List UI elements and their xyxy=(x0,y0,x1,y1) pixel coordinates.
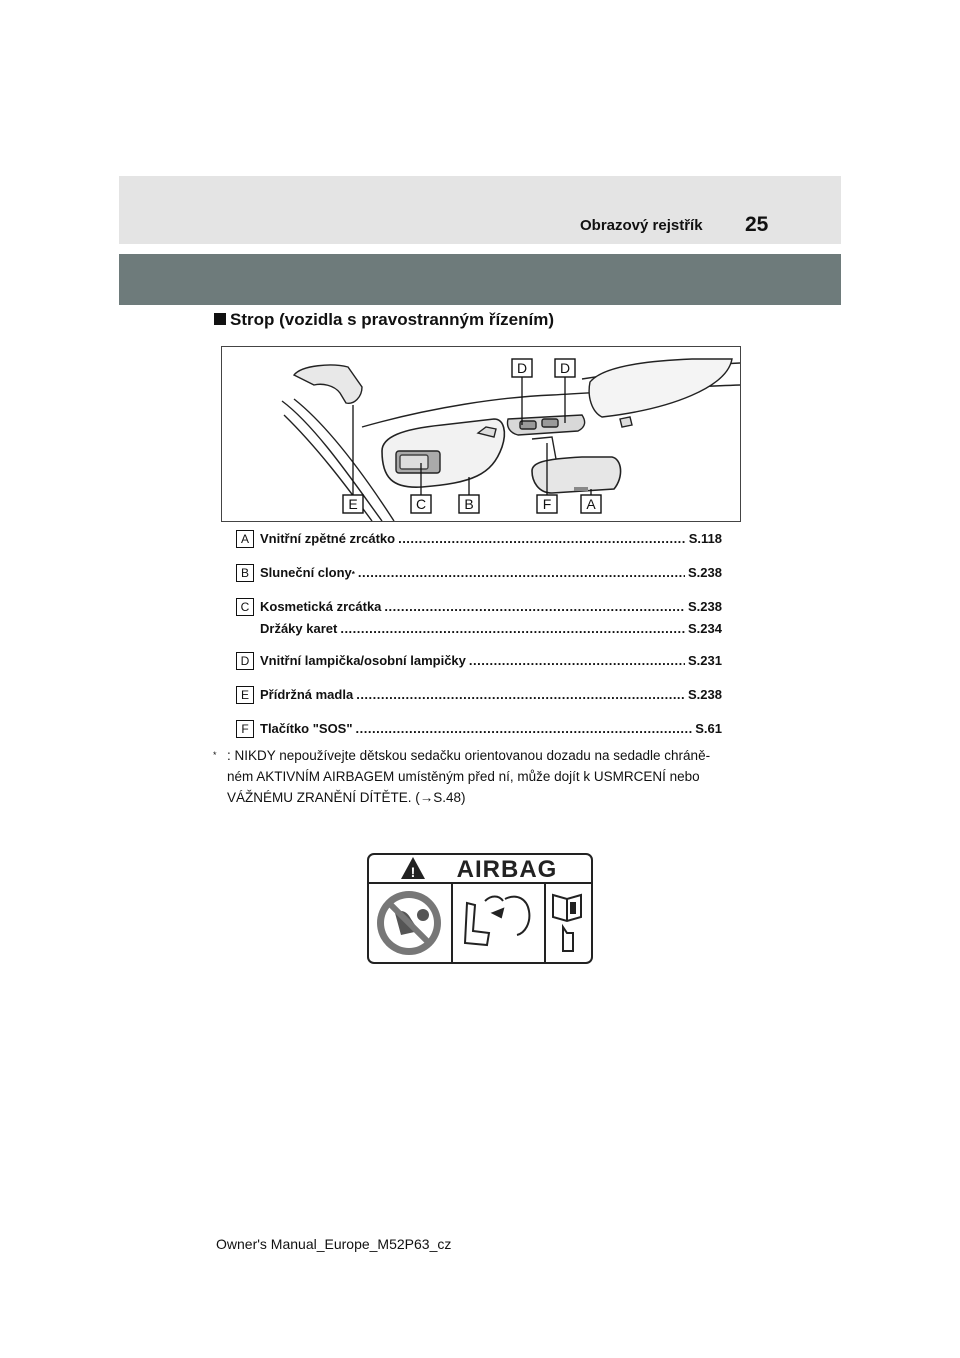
item-letter-badge: B xyxy=(236,564,254,582)
bullet-square-icon xyxy=(214,313,226,325)
item-page-ref[interactable]: S.61 xyxy=(695,721,722,736)
page-number: 25 xyxy=(745,213,769,236)
item-label: Vnitřní lampička/osobní lampičky xyxy=(260,653,466,668)
item-letter-badge: F xyxy=(236,720,254,738)
footnote xyxy=(213,745,753,808)
item-label: Kosmetická zrcátka xyxy=(260,599,382,614)
list-item xyxy=(236,530,722,550)
ceiling-figure xyxy=(221,346,741,522)
list-item xyxy=(236,598,722,618)
item-page-ref[interactable]: S.238 xyxy=(688,565,722,580)
list-item xyxy=(236,620,722,640)
airbag-warning-label xyxy=(367,853,593,964)
document-footer: Owner's Manual_Europe_M52P63_cz xyxy=(216,1236,452,1252)
item-sup: * xyxy=(351,570,355,579)
callout-b: B xyxy=(464,496,474,512)
item-letter-badge: E xyxy=(236,686,254,704)
item-page-ref[interactable]: S.238 xyxy=(688,599,722,614)
list-item xyxy=(236,564,722,584)
footnote-text: : NIKDY nepoužívejte dětskou sedačku orientovanou dozadu na sedadle chráně- ném AKTIVNÍM AIRBAGEM umístěným před ní, může dojít k USMRCENÍ nebo VÁŽNÉMU ZRANĚNÍ DÍTĚTE. (→S.48) xyxy=(227,748,711,805)
section-title xyxy=(214,310,554,330)
list-item xyxy=(236,720,722,740)
list-item xyxy=(236,686,722,706)
callout-d2: D xyxy=(559,360,571,376)
item-label: Přídržná madla xyxy=(260,687,354,702)
list-item xyxy=(236,652,722,672)
callout-a: A xyxy=(586,496,596,512)
callout-d1: D xyxy=(516,360,528,376)
item-page-ref[interactable]: S.231 xyxy=(688,653,722,668)
ceiling-illustration xyxy=(222,347,740,521)
item-letter-badge: A xyxy=(236,530,254,548)
no-rear-facing-seat-icon xyxy=(377,891,441,955)
header-bar xyxy=(119,176,841,244)
callout-f: F xyxy=(542,496,552,512)
item-letter-badge: D xyxy=(236,652,254,670)
item-page-ref[interactable]: S.118 xyxy=(688,531,722,546)
item-page-ref[interactable]: S.234 xyxy=(688,621,722,636)
item-letter-badge: C xyxy=(236,598,254,616)
callout-e: E xyxy=(348,496,358,512)
item-label: Sluneční clony xyxy=(260,565,352,580)
header-band xyxy=(119,254,841,305)
item-label: Držáky karet xyxy=(260,621,338,636)
section-name: Obrazový rejstřík xyxy=(580,217,703,234)
item-page-ref[interactable]: S.238 xyxy=(688,687,722,702)
section-title-text: Strop (vozidla s pravostranným řízením) xyxy=(230,310,555,329)
warning-symbol: ! xyxy=(410,864,416,880)
callout-c: C xyxy=(415,496,427,512)
footnote-marker: * xyxy=(213,750,217,760)
airbag-title: AIRBAG xyxy=(456,856,558,883)
item-label: Vnitřní zpětné zrcátko xyxy=(260,531,396,546)
item-label: Tlačítko "SOS" xyxy=(260,721,353,736)
